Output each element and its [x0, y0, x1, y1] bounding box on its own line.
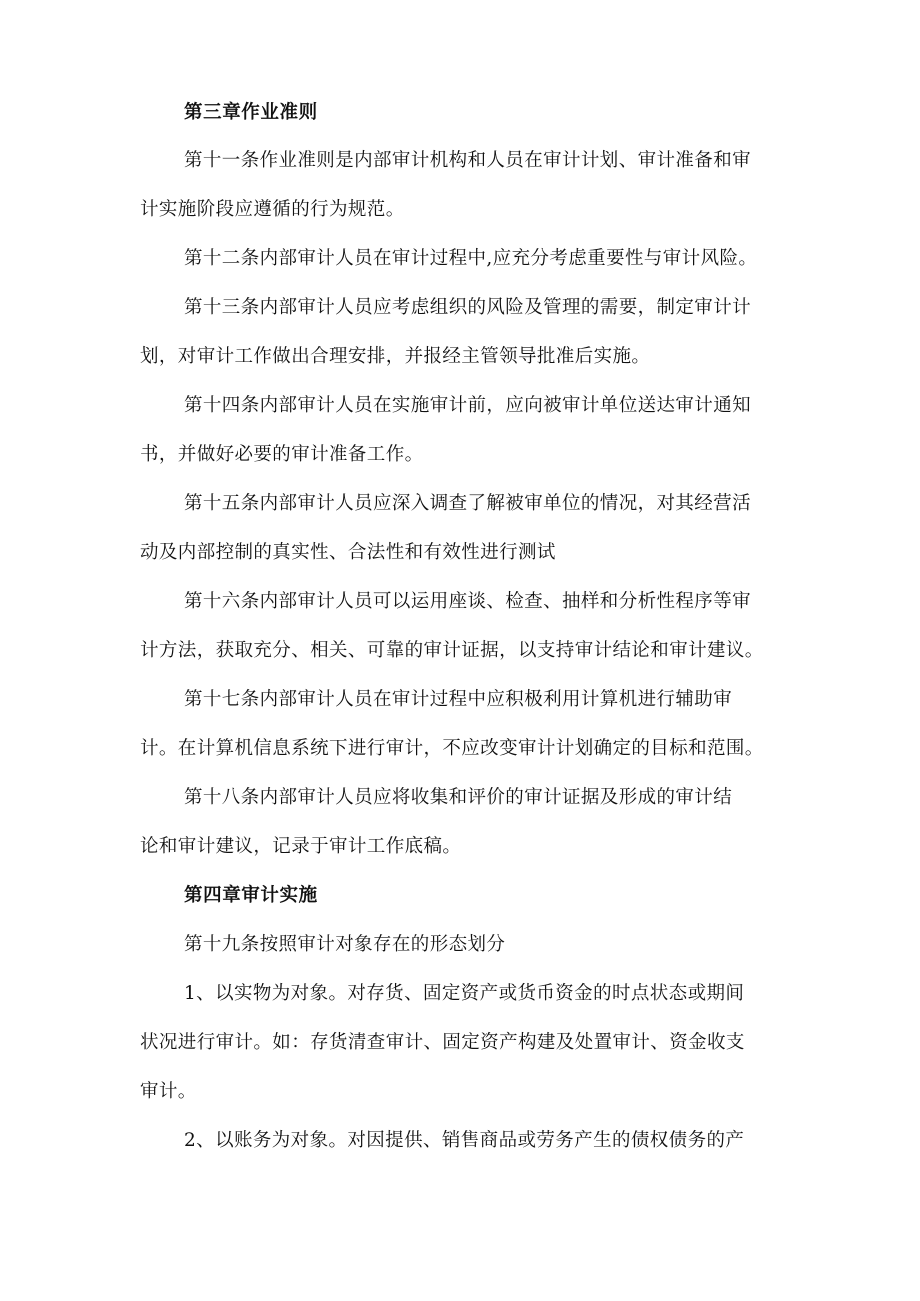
article-19-line-1: 第十九条按照审计对象存在的形态划分: [184, 934, 506, 955]
item-1-line-3: 审计。: [140, 1081, 197, 1102]
article-11-line-2: 计实施阶段应遵循的行为规范。: [140, 199, 405, 220]
item-1-line-2: 状况进行审计。如：存货清查审计、固定资产构建及处置审计、资金收支: [140, 1032, 745, 1053]
item-1-line-1: 1、以实物为对象。对存货、固定资产或货币资金的时点状态或期间: [184, 983, 745, 1004]
article-13-line-2: 划，对审计工作做出合理安排，并报经主管领导批准后实施。: [140, 346, 651, 367]
article-18-line-2: 论和审计建议，记录于审计工作底稿。: [140, 836, 462, 857]
article-17-line-2: 计。在计算机信息系统下进行审计，不应改变审计计划确定的目标和范围。: [140, 738, 764, 759]
article-16-line-1: 第十六条内部审计人员可以运用座谈、检查、抽样和分析性程序等审: [184, 591, 752, 612]
article-15-line-1: 第十五条内部审计人员应深入调查了解被审单位的情况，对其经营活: [184, 493, 752, 514]
article-12-line-1: 第十二条内部审计人员在审计过程中,应充分考虑重要性与审计风险。: [184, 248, 758, 269]
article-14-line-2: 书，并做好必要的审计准备工作。: [140, 444, 424, 465]
article-11-line-1: 第十一条作业准则是内部审计机构和人员在审计计划、审计准备和审: [184, 150, 752, 171]
chapter-3-heading: 第三章作业准则: [184, 102, 318, 123]
article-17-line-1: 第十七条内部审计人员在审计过程中应积极利用计算机进行辅助审: [184, 689, 733, 710]
article-14-line-1: 第十四条内部审计人员在实施审计前，应向被审计单位送达审计通知: [184, 395, 752, 416]
article-18-line-1: 第十八条内部审计人员应将收集和评价的审计证据及形成的审计结: [184, 787, 733, 808]
article-16-line-2: 计方法，获取充分、相关、可靠的审计证据，以支持审计结论和审计建议。: [140, 640, 764, 661]
item-2-line-1: 2、以账务为对象。对因提供、销售商品或劳务产生的债权债务的产: [184, 1130, 745, 1151]
article-15-line-2: 动及内部控制的真实性、合法性和有效性进行测试: [140, 542, 556, 563]
chapter-4-heading: 第四章审计实施: [184, 885, 318, 906]
article-13-line-1: 第十三条内部审计人员应考虑组织的风险及管理的需要，制定审计计: [184, 297, 752, 318]
